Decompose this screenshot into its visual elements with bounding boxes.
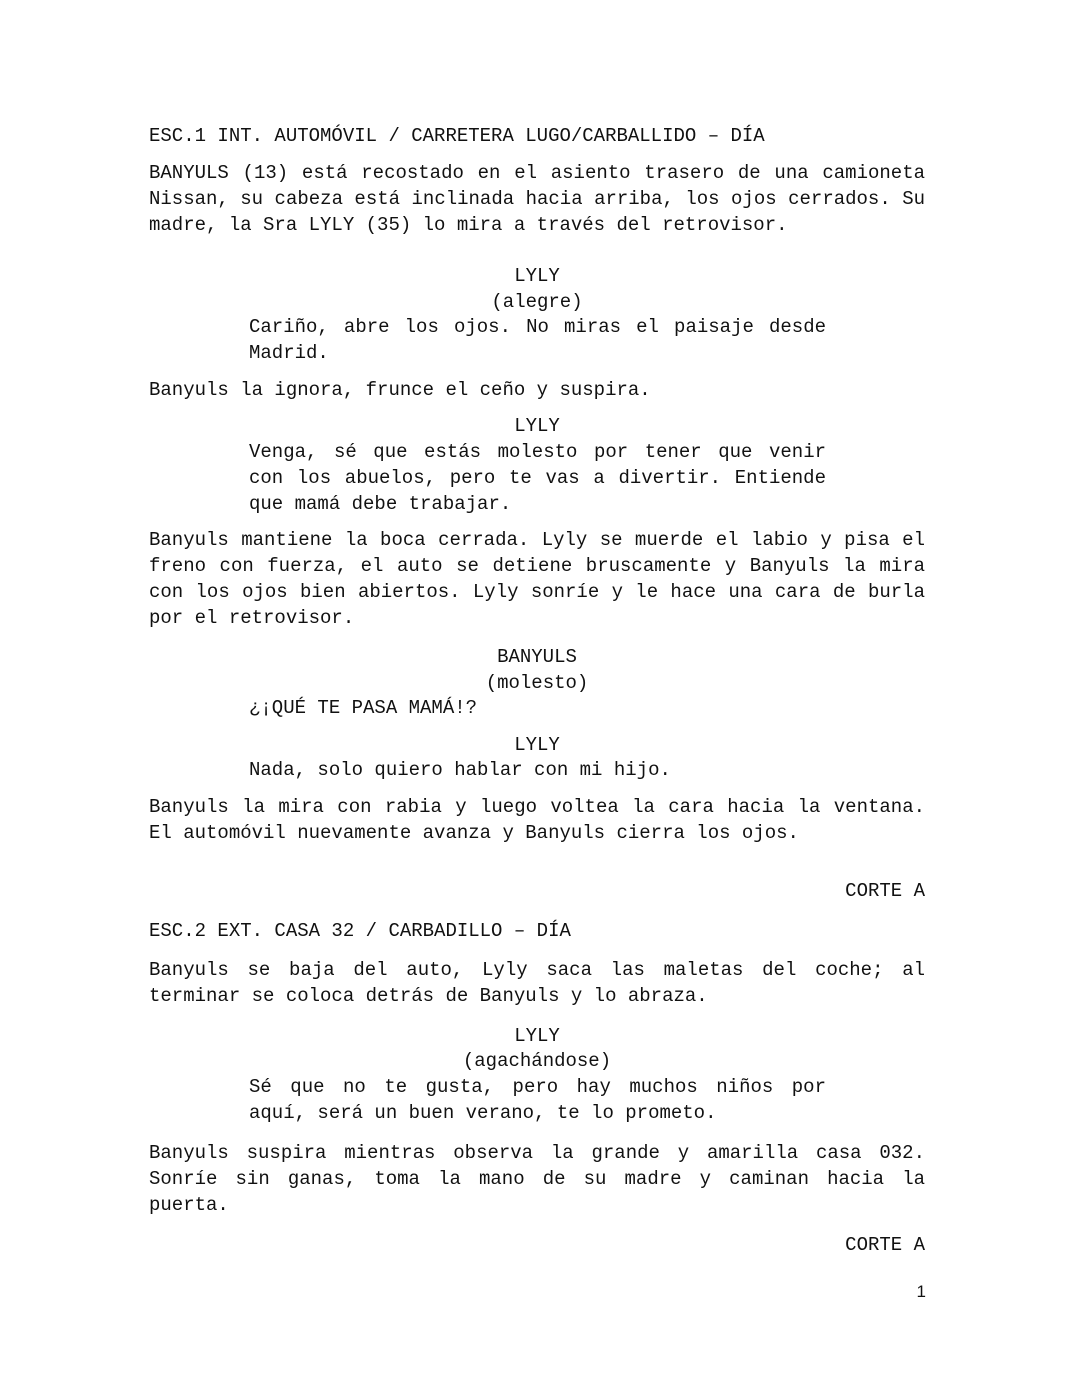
action-text: Banyuls mantiene la boca cerrada. Lyly se muerde el labio y pisa el freno con fuerza, el auto se detiene bruscamente y Banyuls la mira con los ojos bien abiertos. Lyly sonríe y le hace una cara de burla por el retrovisor. <box>149 529 925 629</box>
dialogue-text: Cariño, abre los ojos. No miras el paisaje desde Madrid. <box>249 316 826 364</box>
transition: CORTE A <box>845 880 925 902</box>
action-text: Banyuls se baja del auto, Lyly saca las maletas del coche; al terminar se coloca detrás de Banyuls y lo abraza. <box>149 959 925 1007</box>
character-name: LYLY <box>514 734 560 756</box>
dialogue-text: Sé que no te gusta, pero hay muchos niños por aquí, será un buen verano, te lo prometo. <box>249 1076 826 1124</box>
page-number: 1 <box>916 1282 926 1301</box>
transition: CORTE A <box>845 1234 925 1256</box>
character-name: BANYULS <box>497 646 577 668</box>
character-name: LYLY <box>514 415 560 437</box>
dialogue-text: Nada, solo quiero hablar con mi hijo. <box>249 759 671 781</box>
parenthetical: (molesto) <box>485 672 589 694</box>
action-text: Banyuls la ignora, frunce el ceño y suspira. <box>149 379 651 401</box>
character-name: LYLY <box>514 1025 560 1047</box>
character-name: LYLY <box>514 265 560 287</box>
parenthetical: (agachándose) <box>462 1050 612 1072</box>
action-text: Banyuls suspira mientras observa la grande y amarilla casa 032. Sonríe sin ganas, toma la mano de su madre y caminan hacia la puerta. <box>149 1142 925 1216</box>
scene-heading: ESC.2 EXT. CASA 32 / CARBADILLO – DÍA <box>149 920 571 942</box>
parenthetical: (alegre) <box>491 291 583 313</box>
action-text: BANYULS (13) está recostado en el asiento trasero de una camioneta Nissan, su cabeza está inclinada hacia arriba, los ojos cerrados. Su madre, la Sra LYLY (35) lo mira a través del retrovisor. <box>149 162 925 236</box>
dialogue-text: ¿¡QUÉ TE PASA MAMÁ!? <box>249 697 478 719</box>
scene-heading: ESC.1 INT. AUTOMÓVIL / CARRETERA LUGO/CARBALLIDO – DÍA <box>149 125 765 147</box>
dialogue-text: Venga, sé que estás molesto por tener que venir con los abuelos, pero te vas a divertir. Entiende que mamá debe trabajar. <box>249 441 826 515</box>
action-text: Banyuls la mira con rabia y luego voltea la cara hacia la ventana. El automóvil nuevamente avanza y Banyuls cierra los ojos. <box>149 796 925 844</box>
